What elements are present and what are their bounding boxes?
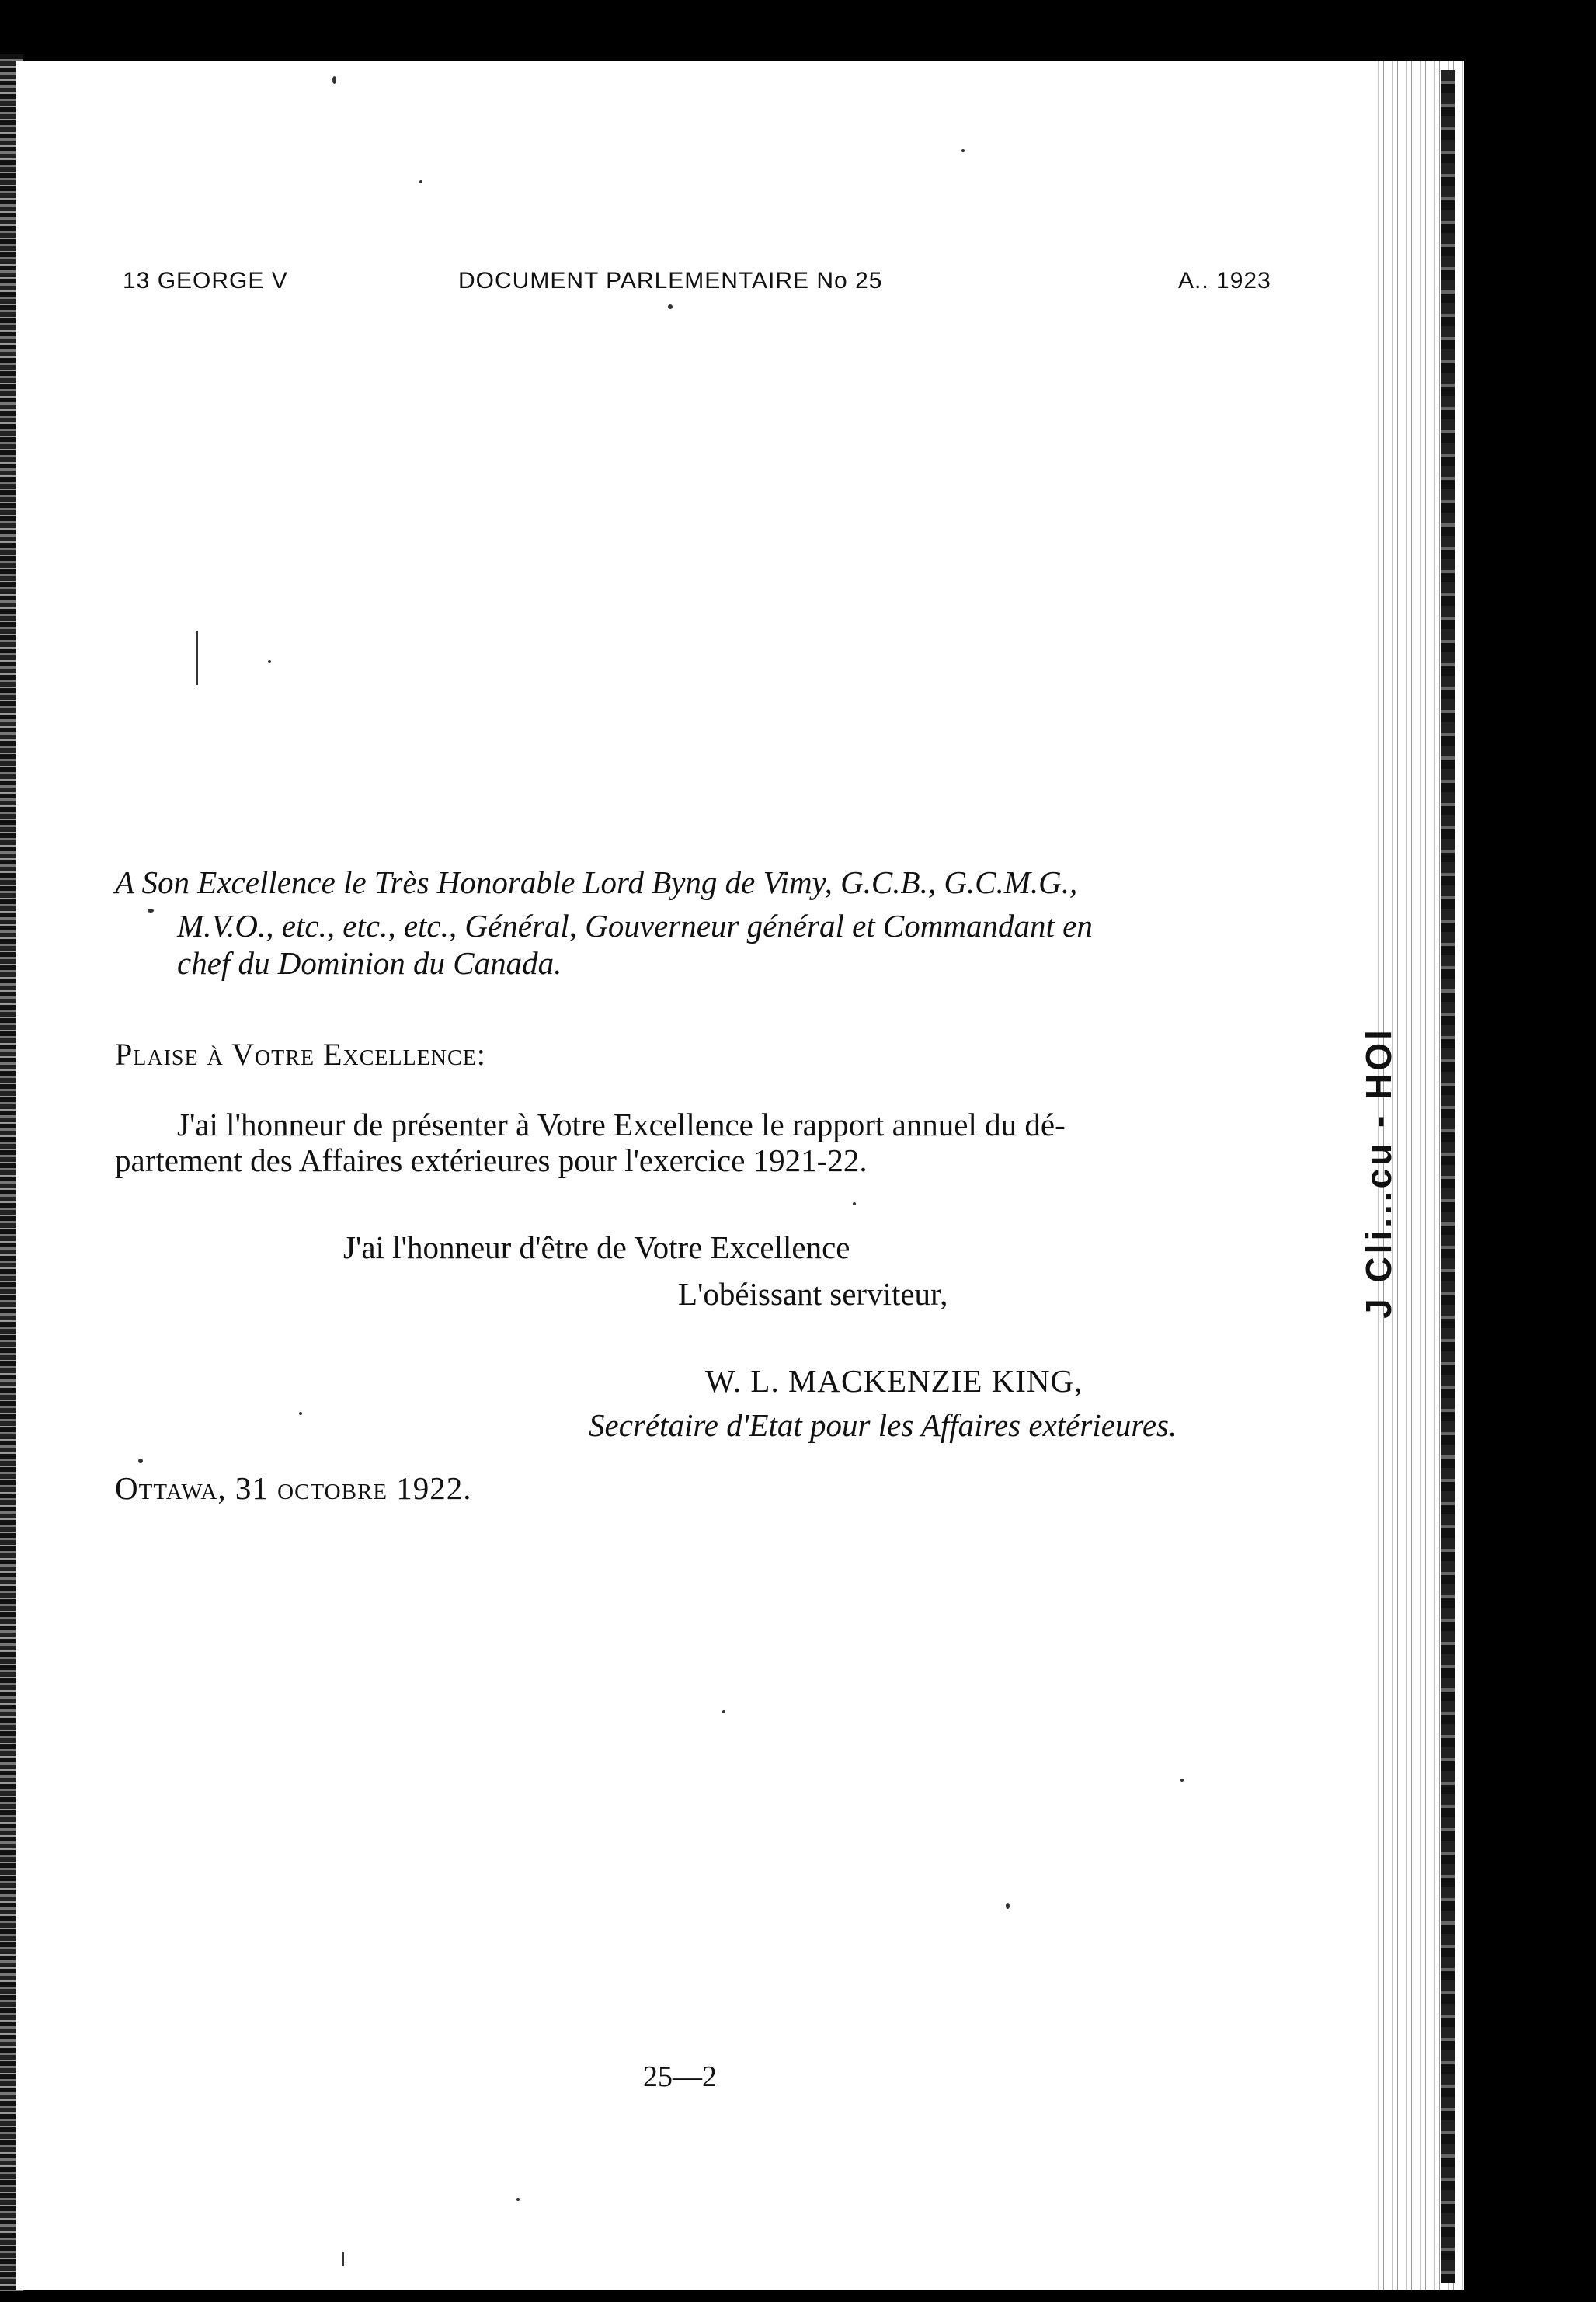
running-header-center: DOCUMENT PARLEMENTAIRE No 25 (458, 268, 883, 294)
scan-speck (138, 1459, 143, 1463)
address-line-3: chef du Dominion du Canada. (177, 945, 562, 981)
body-line-2: partement des Affaires extérieures pour l'exercice 1921-22. (115, 1142, 868, 1178)
salutation: Plaise à Votre Excellence: (115, 1037, 486, 1072)
scan-speck (268, 660, 271, 663)
running-header-right: A.. 1923 (1178, 268, 1271, 294)
signer-name: W. L. MACKENZIE KING, (705, 1363, 1083, 1399)
closing-line-1: J'ai l'honneur d'être de Votre Excellence (343, 1229, 850, 1265)
scan-speck (516, 2198, 520, 2201)
scan-speck (332, 76, 336, 84)
running-header-left: 13 GEORGE V (123, 268, 288, 294)
scan-speck (342, 2252, 344, 2266)
signer-title: Secrétaire d'Etat pour les Affaires extérieures. (589, 1407, 1177, 1443)
gutter-stamp (1355, 986, 1402, 1359)
scan-speck (299, 1412, 302, 1415)
scan-speck (1180, 1779, 1184, 1782)
scan-speck (1006, 1903, 1010, 1909)
scan-speck (196, 631, 198, 685)
body-line-1: J'ai l'honneur de présenter à Votre Excellence le rapport annuel du dé- (177, 1107, 1066, 1142)
scan-speck (853, 1202, 856, 1205)
address-line-2: M.V.O., etc., etc., etc., Général, Gouverneur général et Commandant en (177, 908, 1093, 944)
scan-speck (961, 149, 965, 152)
scan-speck (419, 180, 422, 183)
scan-speck (148, 909, 154, 913)
place-date: Ottawa, 31 octobre 1922. (115, 1470, 472, 1506)
closing-line-2: L'obéissant serviteur, (678, 1276, 948, 1312)
right-binding-bar (1441, 70, 1455, 2283)
gutter-stamp-text: J Cli...cu - HOl (1358, 1027, 1400, 1319)
scan-speck (722, 1710, 725, 1713)
address-line-1: A Son Excellence le Très Honorable Lord Byng de Vimy, G.C.B., G.C.M.G., (115, 864, 1078, 900)
page-number: 25—2 (643, 2060, 717, 2093)
scan-speck (668, 304, 673, 309)
